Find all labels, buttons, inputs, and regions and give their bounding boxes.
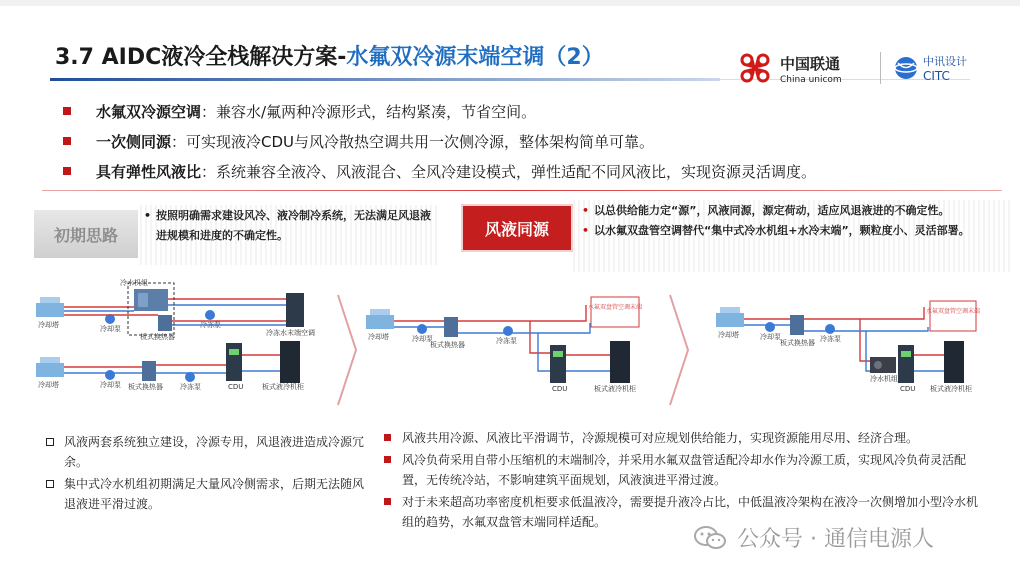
label-cdu: CDU [228,383,244,391]
left-note-text: 集中式冷水机组初期满足大量风冷侧需求，后期无法随风退液进平滑过渡。 [64,477,365,511]
water-ac-icon [286,293,304,327]
right-note-item [382,450,982,490]
key-point-text: ：系统兼容全液冷、风液混合、全风冷建设模式，弹性适配不同风液比，实现资源灵活调度。 [201,163,817,181]
label-chilled-pump: 冷冻泵 [820,335,841,343]
label-pump: 冷却泵 [100,381,121,389]
label-chiller: 冷水机组 [120,279,148,287]
top-bar [0,0,1020,6]
label-cooling-tower: 冷却塔 [38,381,59,389]
bullet-square-icon [63,167,71,175]
arrow-chevron-icon [670,295,688,405]
label-cooling-tower: 冷却塔 [718,331,739,339]
bullet-dot-icon: • [582,224,590,237]
cooling-tower-icon [716,307,744,327]
initial-note-text: 按照明确需求建设风冷、液冷制冷系统，无法满足风退液进规模和进度的不确定性。 [156,209,431,242]
label-chilled-pump: 冷冻泵 [496,337,517,345]
cdu-icon [550,345,566,383]
left-note-item [44,474,374,514]
label-chilled-pump: 冷冻泵 [200,321,221,329]
bullet-square-icon [63,107,71,115]
cdu-icon [226,343,242,381]
label-compressor: 冷水机组 [870,375,898,383]
citc-en-text: CITC [923,69,950,83]
wechat-icon [693,525,727,551]
dual-ac-box [930,301,976,331]
label-cdu: CDU [552,385,568,393]
label-cooling-tower: 冷却塔 [38,321,59,329]
hollow-square-icon [46,480,54,488]
logo-divider [880,52,881,84]
unicom-cn-text: 中国联通 [780,55,841,73]
label-cooling-tower: 冷却塔 [368,333,389,341]
right-note-text: 风液共用冷源、风液比平滑调节，冷源规模可对应规划供给能力，实现资源能用尽用、经济合理。 [402,431,919,445]
initial-approach-note [144,206,434,246]
cooling-tower-icon [36,357,64,377]
label-pump: 冷却泵 [760,333,781,341]
initial-approach-chip: 初期思路 [34,210,138,258]
label-liquid-rack: 板式液冷机柜 [594,385,636,393]
coexist-note-text: 以水氟双盘管空调替代“集中式冷水机组+水冷末端”，颗粒度小、灵活部署。 [594,224,970,237]
diagram-with-chiller [716,301,980,393]
compressor-icon [870,357,896,373]
title-accent: 水氟双冷源末端空调（2） [346,45,604,70]
watermark [693,522,934,553]
plate-hx-icon [142,361,156,381]
liquid-rack-icon [610,341,630,383]
cooling-tower-icon [366,309,394,329]
label-plate-hx: 板式换热器 [140,333,175,341]
bullet-square-icon [384,434,391,441]
label-liquid-rack: 板式液冷机柜 [930,385,972,393]
hollow-square-icon [46,438,54,446]
left-note-text: 风液两套系统独立建设，冷源专用，风退液进造成冷源冗余。 [64,435,365,469]
right-note-text: 风冷负荷采用自带小压缩机的末端制冷，并采用水氟双盘管适配冷却水作为冷源工质，实现风冷负荷灵活配置，无传统冷站，不影响建筑平面规划，风液演进平滑过渡。 [402,453,967,487]
diagram-shared-source [366,297,642,393]
plate-hx-icon [790,315,804,335]
title-main: 3.7 AIDC液冷全栈解决方案- [55,45,347,70]
label-plate-hx: 板式换热器 [780,339,815,347]
key-point-text: ：可实现液冷CDU与风冷散热空调共用一次侧冷源，整体架构简单可靠。 [171,133,655,151]
cooling-tower-icon [36,297,64,317]
page-title [55,40,604,71]
bullet-dot-icon: • [144,209,152,222]
citc-cn-text: 中讯设计 [923,55,967,68]
pump-icon [765,322,775,332]
right-notes [382,428,982,534]
label-plate-hx: 板式换热器 [430,341,465,349]
label-plate-hx: 板式换热器 [128,383,163,391]
system-diagrams [30,275,1015,425]
chiller-icon [134,289,168,311]
section-divider [42,190,1002,191]
bullet-square-icon [63,137,71,145]
label-dual-ac: 水氟双盘管空调末端 [587,304,643,311]
label-water-ac: 冷冻水末端空调 [266,329,315,337]
plate-hx-icon [444,317,458,337]
bullet-square-icon [384,456,391,463]
chilled-pump-icon [825,324,835,334]
chilled-pump-icon [205,310,215,320]
cdu-icon [898,345,914,383]
label-chilled-pump: 冷冻泵 [180,383,201,391]
label-liquid-rack: 板式液冷机柜 [262,383,304,391]
left-notes [44,432,374,516]
key-point-text: ：兼容水/氟两种冷源形式，结构紧凑，节省空间。 [201,103,537,121]
china-unicom-logo [736,49,876,87]
title-underline [50,78,720,81]
bullet-dot-icon: • [582,204,590,217]
coexist-notes [582,201,1012,241]
liquid-rack-icon [280,341,300,383]
unicom-en-text: China unicom [780,75,842,85]
coexist-chip: 风液同源 [463,206,571,250]
coexist-note-text: 以总供给能力定“源”，风液同源，源定荷动，适应风退液进的不确定性。 [594,204,950,217]
liquid-rack-icon [944,341,964,383]
pump-icon [105,370,115,380]
chilled-pump-icon [503,326,513,336]
key-point-label: 一次侧同源 [96,133,172,151]
plate-hx-icon [158,315,172,331]
label-dual-ac: 水氟双盘管空调末端 [925,308,981,315]
label-pump: 冷却泵 [100,325,121,333]
key-point-label: 具有弹性风液比 [96,163,202,181]
citc-logo [892,50,982,86]
right-note-item [382,428,982,448]
key-point-label: 水氟双冷源空调 [96,103,202,121]
diagram-independent-systems [36,278,315,391]
label-pump: 冷却泵 [412,335,433,343]
watermark-text: 公众号 · 通信电源人 [737,527,934,552]
dual-ac-box [591,297,639,327]
pump-icon [417,324,427,334]
arrow-chevron-icon [338,295,356,405]
label-cdu: CDU [900,385,916,393]
bullet-square-icon [384,498,391,505]
right-note-text: 对于未来超高功率密度机柜要求低温液冷，需要提升液冷占比，中低温液冷架构在液冷一次侧增加小型冷水机组的趋势，水氟双盘管末端同样适配。 [402,495,979,529]
left-note-item [44,432,374,472]
